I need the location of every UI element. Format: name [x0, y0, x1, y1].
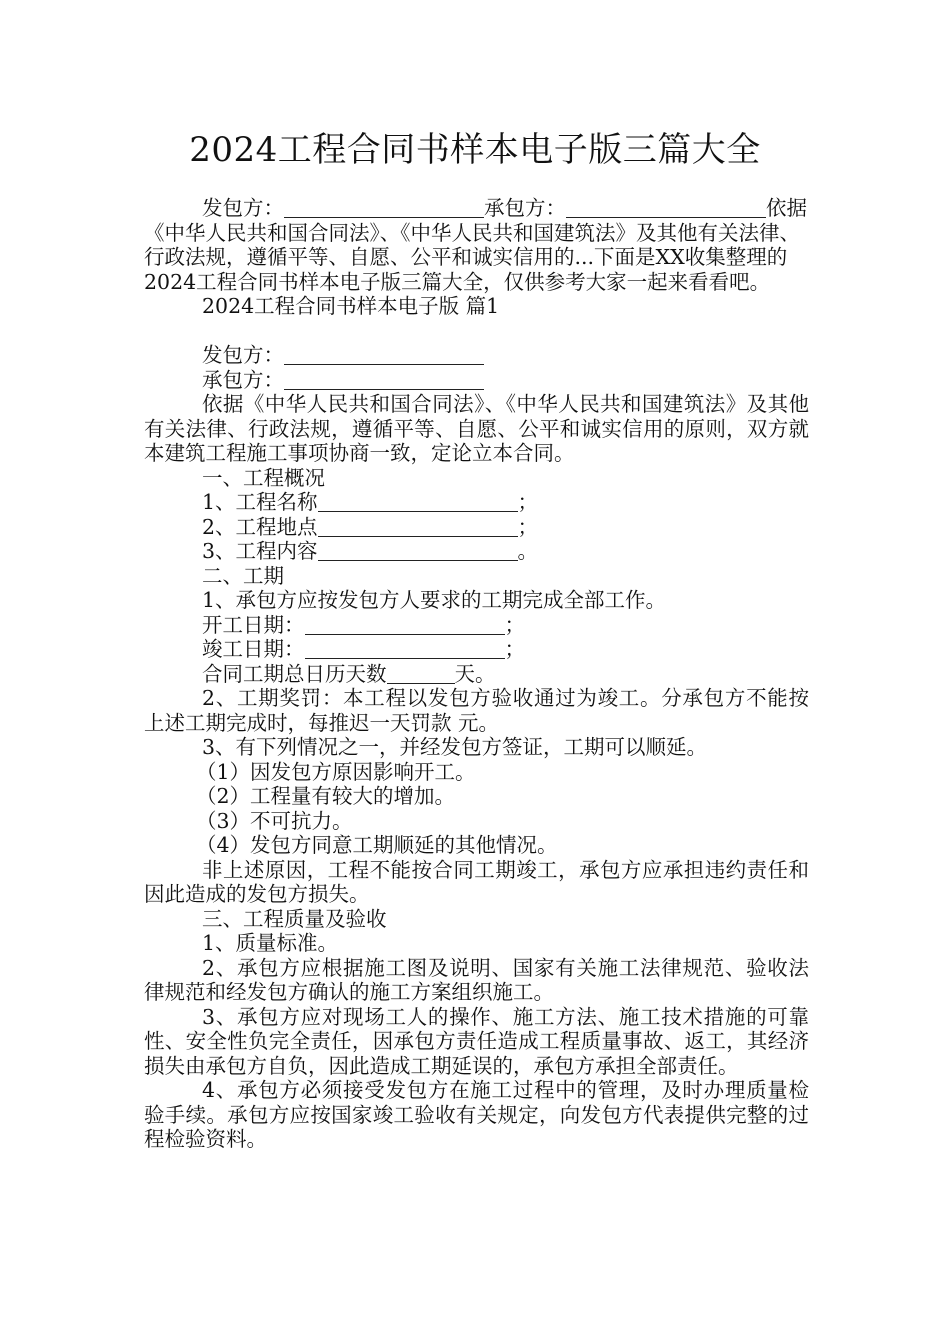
party-b-blank [284, 369, 484, 390]
project-name-label: 1、工程名称 [202, 490, 318, 514]
project-place-label: 2、工程地点 [202, 514, 318, 539]
section-2-heading: 二、工期 [202, 563, 284, 588]
start-date-blank [305, 614, 505, 635]
party-a-line [144, 343, 809, 368]
intro-party-a-label: 发包方： [202, 196, 284, 220]
total-days-label: 合同工期总日历天数 [202, 661, 387, 686]
project-content-line [144, 539, 809, 564]
intro-text: 依据《中华人民共和国合同法》、《中华人民共和国建筑法》及其他有关法律、行政法规，遵循平等、自愿、公平和诚实信用的...下面是XX收集整理的2024工程合同书样本电子版三篇大全，仅供参考大家一起来看看吧。 [144, 196, 807, 294]
section-3-heading: 三、工程质量及验收 [202, 906, 387, 931]
project-place-blank [318, 516, 518, 537]
project-name-end: ； [517, 490, 539, 514]
intro-parties [144, 196, 809, 294]
project-content-label: 3、工程内容 [202, 539, 318, 563]
extension-case-3: （3）不可抗力。 [196, 808, 353, 833]
section-title: 2024工程合同书样本电子版 篇1 [202, 294, 500, 318]
intro-party-b-label: 承包方： [484, 196, 566, 220]
project-content-end: 。 [517, 539, 539, 563]
basis-paragraph: 依据《中华人民共和国合同法》、《中华人民共和国建筑法》及其他有关法律、行政法规，遵循平等、自愿、公平和诚实信用的原则，双方就本建筑工程施工事项协商一致，定论立本合同。 [144, 392, 809, 465]
quality-item-1: 1、质量标准。 [202, 931, 339, 955]
project-content-blank [318, 540, 518, 561]
schedule-item-3: 3、有下列情况之一，并经发包方签证，工期可以顺延。 [202, 735, 708, 759]
party-a-label: 发包方： [202, 343, 284, 367]
project-place-line [144, 515, 809, 540]
end-date-label: 竣工日期： [202, 637, 305, 661]
schedule-item-2: 2、工期奖罚：本工程以发包方验收通过为竣工。分承包方不能按上述工期完成时，每推迟一天罚款 元。 [144, 686, 809, 735]
quality-item-4: 4、承包方必须接受发包方在施工过程中的管理，及时办理质量检验手续。承包方应按国家竣工验收有关规定，向发包方代表提供完整的过程检验资料。 [144, 1078, 809, 1151]
section-1-heading: 一、工程概况 [202, 465, 325, 490]
extension-case-4: （4）发包方同意工期顺延的其他情况。 [196, 833, 558, 857]
document-body [144, 196, 809, 1152]
quality-item-2: 2、承包方应根据施工图及说明、国家有关施工法律规范、验收法律规范和经发包方确认的施工方案组织施工。 [144, 955, 809, 1004]
party-a-blank [284, 344, 484, 365]
start-date-line [144, 613, 809, 638]
extension-case-1: （1）因发包方原因影响开工。 [196, 759, 476, 784]
project-name-line [144, 490, 809, 515]
intro-party-a-blank [284, 197, 484, 218]
total-days-blank [387, 663, 455, 684]
schedule-item-1: 1、承包方应按发包方人要求的工期完成全部工作。 [202, 588, 667, 612]
total-days-line [144, 662, 809, 687]
intro-party-b-blank [566, 197, 766, 218]
party-b-line [144, 368, 809, 393]
start-date-end: ； [504, 612, 525, 637]
document-title: 2024工程合同书样本电子版三篇大全 [189, 130, 761, 170]
project-name-blank [318, 491, 518, 512]
total-days-end: 天。 [454, 661, 496, 686]
end-date-blank [305, 638, 505, 659]
end-date-end: ； [504, 637, 525, 661]
extension-case-2: （2）工程量有较大的增加。 [196, 784, 456, 808]
party-b-label: 承包方： [202, 367, 284, 392]
spacer [144, 319, 809, 344]
start-date-label: 开工日期： [202, 612, 305, 637]
end-date-line [144, 637, 809, 662]
delay-liability: 非上述原因，工程不能按合同工期竣工，承包方应承担违约责任和因此造成的发包方损失。 [144, 857, 809, 906]
project-place-end: ； [517, 514, 539, 539]
quality-item-3: 3、承包方应对现场工人的操作、施工方法、施工技术措施的可靠性、安全性负完全责任，因承包方责任造成工程质量事故、返工，其经济损失由承包方自负，因此造成工期延误的，承包方承担全部责任。 [144, 1004, 809, 1078]
